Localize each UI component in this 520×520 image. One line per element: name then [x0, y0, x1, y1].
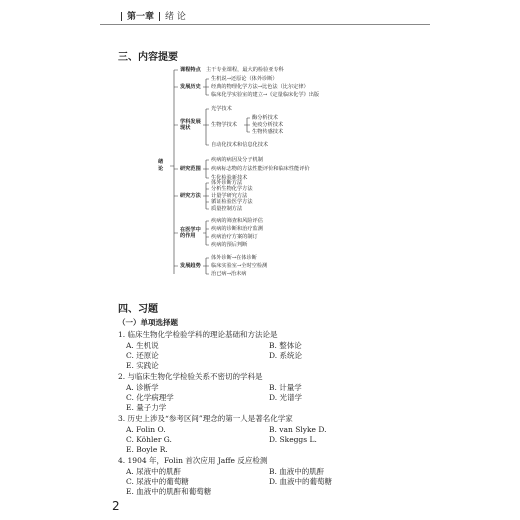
question-option: A. Folin O. — [126, 425, 166, 434]
question-stem: 3. 历史上涉及“参考区间”理念的第一人是著名化学家 — [118, 414, 293, 423]
question-option: B. 血液中的肌酐 — [269, 467, 325, 476]
question-option: A. 尿液中的肌酐 — [126, 467, 182, 476]
question-option: C. 化学病理学 — [126, 393, 174, 402]
leaf-methods: 计量学研究方法 — [211, 193, 248, 199]
tree-root: 绪论 — [158, 159, 164, 172]
leaf-status-sub: 酶分析技术 — [252, 115, 278, 121]
node-history: 发展历史 — [180, 84, 201, 90]
leaf-role: 疾病的诊断和治疗监测 — [211, 226, 263, 232]
question-option: D. 系统论 — [269, 351, 303, 360]
leaf-trends: 临床实验室→全时空检测 — [211, 263, 268, 269]
leaf-trends: 治已病→治未病 — [211, 271, 247, 277]
leaf-scope: 生化检验新技术 — [211, 175, 248, 181]
leaf-status-sub: 免疫分析技术 — [252, 122, 284, 128]
exercise-subtitle: （一）单项选择题 — [118, 318, 178, 327]
leaf-methods: 循证检验医学方法 — [211, 199, 253, 205]
question-option: E. Boyle R. — [126, 445, 168, 454]
question-option: B. van Slyke D. — [269, 425, 327, 434]
content-tree — [150, 63, 410, 283]
question-option: E. 量子力学 — [126, 403, 167, 412]
header-bar — [159, 12, 160, 21]
leaf-methods: 质量控制方法 — [211, 206, 243, 212]
question-option: E. 实践论 — [126, 361, 159, 370]
node-scope: 研究范围 — [180, 166, 201, 172]
leaf-history: 临床化学实验室的建立→《定量临床化学》出版 — [211, 92, 320, 98]
question-option: C. 还原论 — [126, 351, 159, 360]
question-option: C. 尿液中的葡萄糖 — [126, 477, 189, 486]
leaf-role: 疾病的筛查和风险评估 — [211, 218, 263, 224]
leaf-methods: 分析生物化学方法 — [211, 186, 253, 192]
leaf-role: 疾病治疗方案的制订 — [211, 234, 258, 240]
node-methods: 研究方法 — [180, 193, 201, 199]
question-option: D. 光谱学 — [269, 393, 303, 402]
question-option: D. Skeggs L. — [269, 435, 317, 444]
section-title-summary: 三、内容提要 — [118, 52, 178, 63]
node-trends: 发展趋势 — [180, 263, 201, 269]
header-bar — [121, 12, 122, 21]
question-stem: 4. 1904 年，Folin 首次应用 Jaffe 反应检测 — [118, 456, 268, 465]
page-number: 2 — [112, 499, 120, 513]
leaf-scope: 疾病标志物的方法性能评价和临床性能评价 — [211, 166, 310, 172]
leaf-status-sub: 生物传感技术 — [252, 129, 284, 135]
leaf-status: 光学技术 — [211, 106, 232, 112]
node-role: 在医学中的作用 — [180, 227, 201, 239]
question-option: C. Köhler G. — [126, 435, 172, 444]
leaf-trends: 体外诊断→在体诊断 — [211, 255, 257, 261]
header-rule — [100, 24, 430, 25]
leaf-role: 疾病的预后判断 — [211, 242, 248, 248]
question-stem: 1. 临床生物化学检验学科的理论基础和方法论是 — [118, 330, 278, 339]
question-option: D. 血液中的葡萄糖 — [269, 477, 333, 486]
question-option: B. 计量学 — [269, 383, 302, 392]
leaf-history: 经典的物理化学方法→比色法（比尔定律） — [211, 84, 309, 90]
question-option: E. 血液中的肌酐和葡萄糖 — [126, 487, 212, 496]
section-title-exercises: 四、习题 — [118, 304, 158, 315]
chapter-label: 第一章 — [127, 12, 155, 22]
running-header — [116, 9, 186, 22]
leaf-scope: 疾病的病因及分子机制 — [211, 157, 263, 163]
question-option: A. 诊断学 — [126, 383, 159, 392]
question-stem: 2. 与临床生物化学检验关系不密切的学科是 — [118, 372, 263, 381]
leaf-methods: 体外诊断方法 — [211, 180, 243, 186]
leaf-status: 自动化技术和信息化技术 — [211, 142, 269, 148]
node-status: 学科发展现状 — [180, 119, 201, 131]
leaf-history: 生机说→还原论（体外诊断） — [211, 76, 278, 82]
chapter-title: 绪 论 — [165, 12, 186, 22]
node-course-features: 课程特点 — [180, 67, 201, 73]
leaf-course-features: 主干专业课程，最大的检验亚专科 — [206, 67, 284, 73]
question-option: B. 整体论 — [269, 341, 302, 350]
leaf-status: 生物学技术 — [211, 122, 237, 128]
question-option: A. 生机说 — [126, 341, 159, 350]
